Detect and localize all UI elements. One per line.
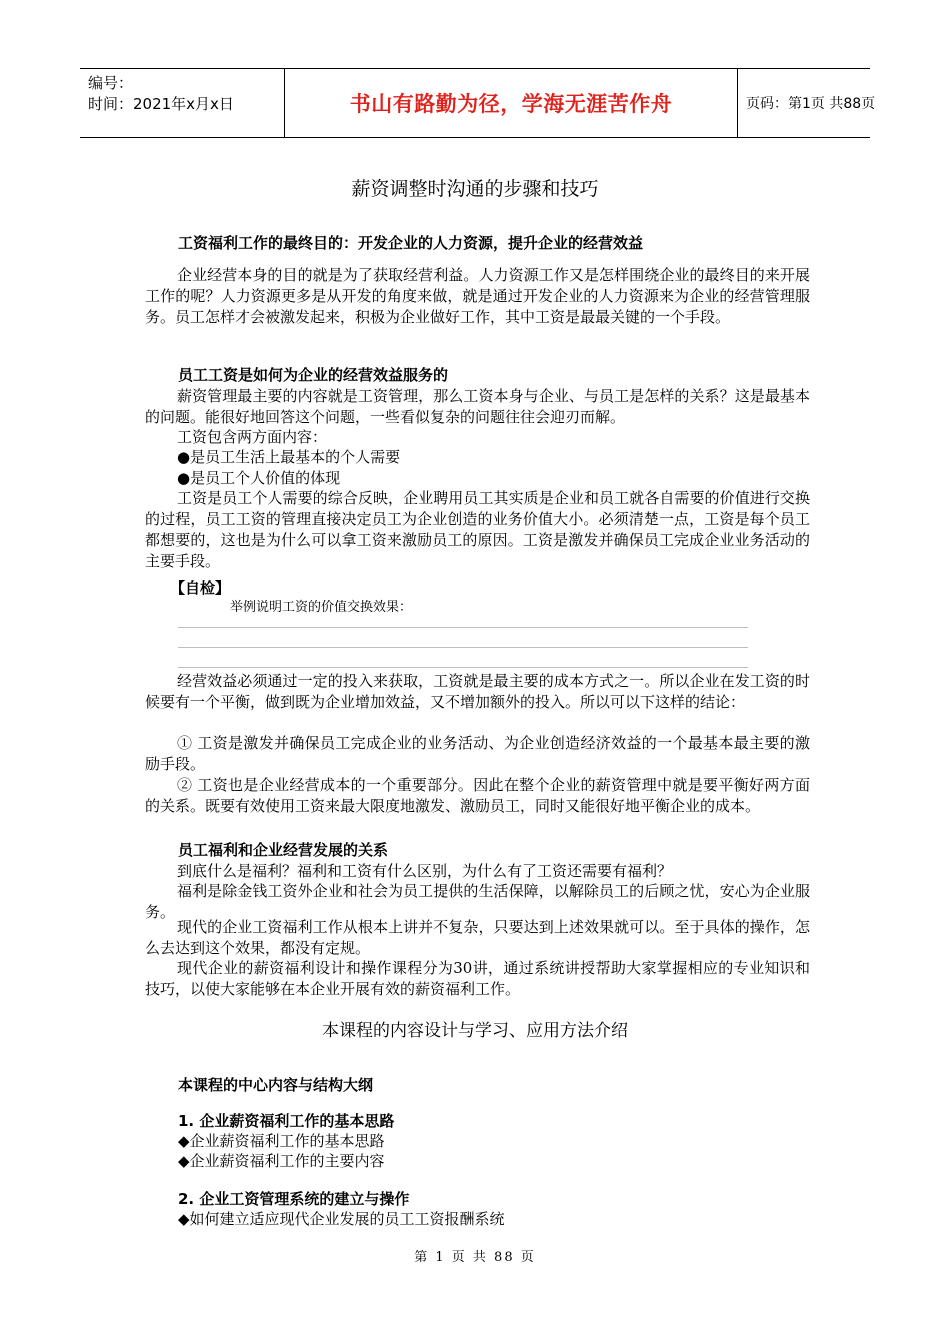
answer-line	[178, 667, 748, 668]
bullet-item: ●是员工生活上最基本的个人需要	[177, 448, 401, 466]
section2-paragraph3: 工资是员工个人需要的综合反映，企业聘用员工其实质是企业和员工就各自需要的价值进行交换的过程，员工工资的管理直接决定员工为企业创造的业务价值大小。必须清楚一点，工资是每个员工都想要的，这也是为什么可以拿工资来激励员工的原因。工资是激发并确保员工完成企业业务活动的主要手段。	[145, 489, 810, 570]
outline-item: ◆如何建立适应现代企业发展的员工工资报酬系统	[178, 1210, 505, 1228]
page-title: 薪资调整时沟通的步骤和技巧	[351, 178, 599, 200]
page-info: 页码：第1页 共88页	[746, 96, 876, 112]
section2-heading: 员工工资是如何为企业的经营效益服务的	[178, 366, 449, 384]
section3-paragraph1: 经营效益必须通过一定的投入来获取，工资就是最主要的成本方式之一。所以企业在发工资的时候要有一个平衡，做到既为企业增加效益，又不增加额外的投入。所以可以下这样的结论：	[145, 672, 810, 711]
section3-paragraph2: ① 工资是激发并确保员工完成企业的业务活动、为企业创造经济效益的一个最基本最主要的激励手段。	[145, 734, 810, 773]
outline-item: ◆企业薪资福利工作的主要内容	[178, 1152, 385, 1170]
section4-paragraph2: 福利是除金钱工资外企业和社会为员工提供的生活保障，以解除员工的后顾之忧，安心为企业服务。	[145, 882, 810, 921]
outline-section2-heading: 2. 企业工资管理系统的建立与操作	[178, 1190, 410, 1208]
section4-paragraph3: 现代的企业工资福利工作从根本上讲并不复杂，只要达到上述效果就可以。至于具体的操作，怎么去达到这个效果，都没有定规。	[145, 918, 810, 957]
header-left-cell	[80, 69, 284, 137]
course-title: 本课程的内容设计与学习、应用方法介绍	[322, 1021, 628, 1041]
outline-section1-heading: 1. 企业薪资福利工作的基本思路	[178, 1112, 395, 1130]
bullet-item: ●是员工个人价值的体现	[177, 469, 341, 487]
page-footer: 第 1 页 共 88 页	[414, 1250, 536, 1265]
header-table	[80, 68, 876, 138]
outline-heading: 本课程的中心内容与结构大纲	[178, 1076, 374, 1094]
section4-paragraph4: 现代企业的薪资福利设计和操作课程分为30讲，通过系统讲授帮助大家掌握相应的专业知识和技巧，以使大家能够在本企业开展有效的薪资福利工作。	[145, 959, 810, 998]
selfcheck-prompt: 举例说明工资的价值交换效果：	[230, 600, 413, 615]
section1-heading: 工资福利工作的最终目的：开发企业的人力资源，提升企业的经营效益	[178, 234, 644, 252]
section4-paragraph1: 到底什么是福利？福利和工资有什么区别，为什么有了工资还需要有福利？	[177, 862, 673, 880]
number-label: 编号：	[88, 74, 134, 92]
answer-line	[178, 647, 748, 648]
section3-paragraph3: ② 工资也是企业经营成本的一个重要部分。因此在整个企业的薪资管理中就是要平衡好两方面的关系。既要有效使用工资来最大限度地激发、激励员工，同时又能很好地平衡企业的成本。	[145, 776, 810, 815]
outline-item: ◆企业薪资福利工作的基本思路	[178, 1132, 385, 1150]
time-label: 时间：2021年x月x日	[88, 95, 234, 113]
section2-paragraph1: 薪资管理最主要的内容就是工资管理，那么工资本身与企业、与员工是怎样的关系？这是最基本的问题。能很好地回答这个问题，一些看似复杂的问题往往会迎刃而解。	[145, 387, 810, 426]
section1-paragraph: 企业经营本身的目的就是为了获取经营利益。人力资源工作又是怎样围绕企业的最终目的来开展工作的呢？人力资源更多是从开发的角度来做，就是通过开发企业的人力资源来为企业的经营管理服务。员工怎样才会被激发起来，积极为企业做好工作，其中工资是最最关键的一个手段。	[145, 266, 810, 326]
section4-heading: 员工福利和企业经营发展的关系	[178, 841, 389, 859]
motto: 书山有路勤为径，学海无涯苦作舟	[284, 69, 738, 137]
selfcheck-label: 【自检】	[170, 579, 231, 597]
answer-line	[178, 627, 748, 628]
section2-paragraph2: 工资包含两方面内容：	[177, 428, 328, 446]
